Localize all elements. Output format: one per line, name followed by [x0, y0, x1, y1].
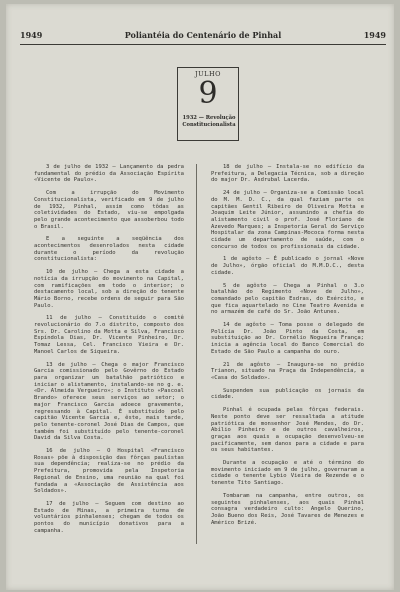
left-column	[34, 164, 184, 540]
paragraph: 3 de julho de 1932 — Lançamento da pedra fundamental do prédio da Associação Espírita «Vicente de Paulo».	[34, 164, 184, 184]
paragraph: Tombaram na campanha, entre outros, os seguintes pinhalenses, aos quais Pinhal consagra verdadeiro culto: Angelo Querino, João Bueno dos Reis, José Tavares de Menezes e Américo Brizé.	[211, 492, 364, 526]
calendar-box	[177, 67, 239, 141]
calendar-month: JULHO	[195, 70, 221, 78]
paragraph: 21 de agôsto — Inaugura-se no prédio Trianon, situado na Praça da Independência, a «Casa do Soldado».	[211, 361, 364, 381]
paragraph: Suspendem sua publicação os jornais da cidade.	[211, 387, 364, 401]
paragraph: 5 de agôsto — Chega a Pinhal o 3.o batalhão do Regimento «Nove de Julho», comandado pelo capitão Esdras, do Exército, e que fica aquartelado no Cine Teatro Avenida e no armazém de café do Sr. João Antunes.	[211, 282, 364, 316]
calendar-event-line1: 1932 — Revolução	[182, 115, 236, 121]
paragraph: 24 de julho — Organiza-se a Comissão local do M. M. D. C., da qual faziam parte os capitães Gentil Ribeiro de Oliveira Motta e Joaquim Leite Júnior, assumindo a chefia do alistamento civil o prof. José Floriano de Azevedo Marques; a Inspetoria Geral do Serviço Hospitalar da zona Campinas-Mococa forma nesta cidade um departamento de saúde, com o concurso de todos os profissionais da cidade.	[211, 190, 364, 250]
header-title: Poliantéia do Centenário de Pinhal	[124, 30, 282, 40]
calendar-event	[180, 115, 238, 129]
calendar-event-line2: Constitucionalista	[182, 122, 236, 128]
paragraph: 10 de julho — Chega a esta cidade a notícia da irrupção do movimento na Capital, com ramificações em todo o interior; o destacamento local, sob a direção do tenente Mário Borno, recebe ordens de seguir para São Paulo.	[34, 269, 184, 309]
paragraph: Com a irrupção do Movimento Constitucionalista, verificado em 9 de julho de 1932, Pinhal, assim como tôdas as coletividades do Estado, viu-se empolgada pelo grande acontecimento que assoberbou todo o Brasil.	[34, 190, 184, 230]
page-header	[20, 28, 386, 42]
paragraph: 1 de agôsto — É publicado o jornal «Nove de Julho», órgão oficial do M.M.D.C., desta cidade.	[211, 256, 364, 276]
document-page	[6, 4, 394, 590]
paragraph: Pinhal é ocupada pelas fôrças federais. Neste ponto deve ser ressaltada a atitude patriótica de monsenhor José Mendes, do Dr. Abílio Pinheiro e de outros cavalheiros, graças aos quais a ocupação desenvolveu-se pacìficamente, sem danos para a cidade e para os seus habitantes.	[211, 407, 364, 454]
right-column	[211, 164, 364, 532]
paragraph: 13 de julho — Chega o major Francisco Garcia comissionado pelo Govêrno do Estado para organizar um batalhão patriótico e iniciar o alistamento, instalando-se no g. e. «Dr. Almeida Vergueiro»; o Instituto «Pascoal Brando» oferece seus serviços ao setor; o major Francisco Garcia adoece gravemente, regressando à Capital. É substituído pelo capitão Vicente Garcia e, êste, mais tarde, pelo tenente-coronel José Dias de Campos, que também foi substituído pelo tenente-coronel David da Silva Costa.	[34, 361, 184, 442]
paragraph: Durante a ocupação e até o término do movimento iniciado em 9 de julho, governaram a cidade o tenente Lybio Vieira de Rezende e o tenente Tito Santiago.	[211, 460, 364, 487]
column-divider	[196, 164, 197, 544]
paragraph: 16 de julho — O Hospital «Francisco Rosas» põe à disposição das fôrças paulistas sua dependência; realiza-se no prédio da Prefeitura, promovida pela Inspetoria Regional de Ensino, uma reunião na qual foi fundada a «Associação de Assistência aos Soldados».	[34, 448, 184, 495]
header-year-left: 1949	[20, 30, 43, 40]
paragraph: 11 de julho — Constituído o comitê revolucionário do 7.o distrito, composto dos Srs. Dr. Carolino da Motta e Silva, Francisco Espíndola Dias, Dr. Vicente Pinheiro, Dr. Tomaz Lessa, Cel. Francisco Vieira e Dr. Manoel Carlos de Siqueira.	[34, 315, 184, 355]
calendar-day: 9	[198, 76, 218, 111]
header-year-right: 1949	[363, 30, 386, 40]
paragraph: 14 de agôsto — Toma posse o delegado de Polícia Dr. João Pinto da Costa, em substituição ao Dr. Cornélio Nogueira França; inicia a agência local do Banco Comercial do Estado de São Paulo a campanha do ouro.	[211, 322, 364, 355]
header-rule	[20, 44, 386, 45]
paragraph: 17 de julho — Seguem com destino ao Estado de Minas, a primeira turma de voluntários pinhalenses; chegam de todos os pontos do município donativos para a campanha.	[34, 500, 184, 534]
paragraph: E a seguinte a seqüência dos acontecimentos desenrolados nesta cidade durante o período da revolução constitucionalista:	[34, 236, 184, 263]
paragraph: 18 de julho — Instala-se no edifício da Prefeitura, a Delegacia Técnica, sob a direção do major Dr. Asdrubal Lacerda.	[211, 164, 364, 184]
